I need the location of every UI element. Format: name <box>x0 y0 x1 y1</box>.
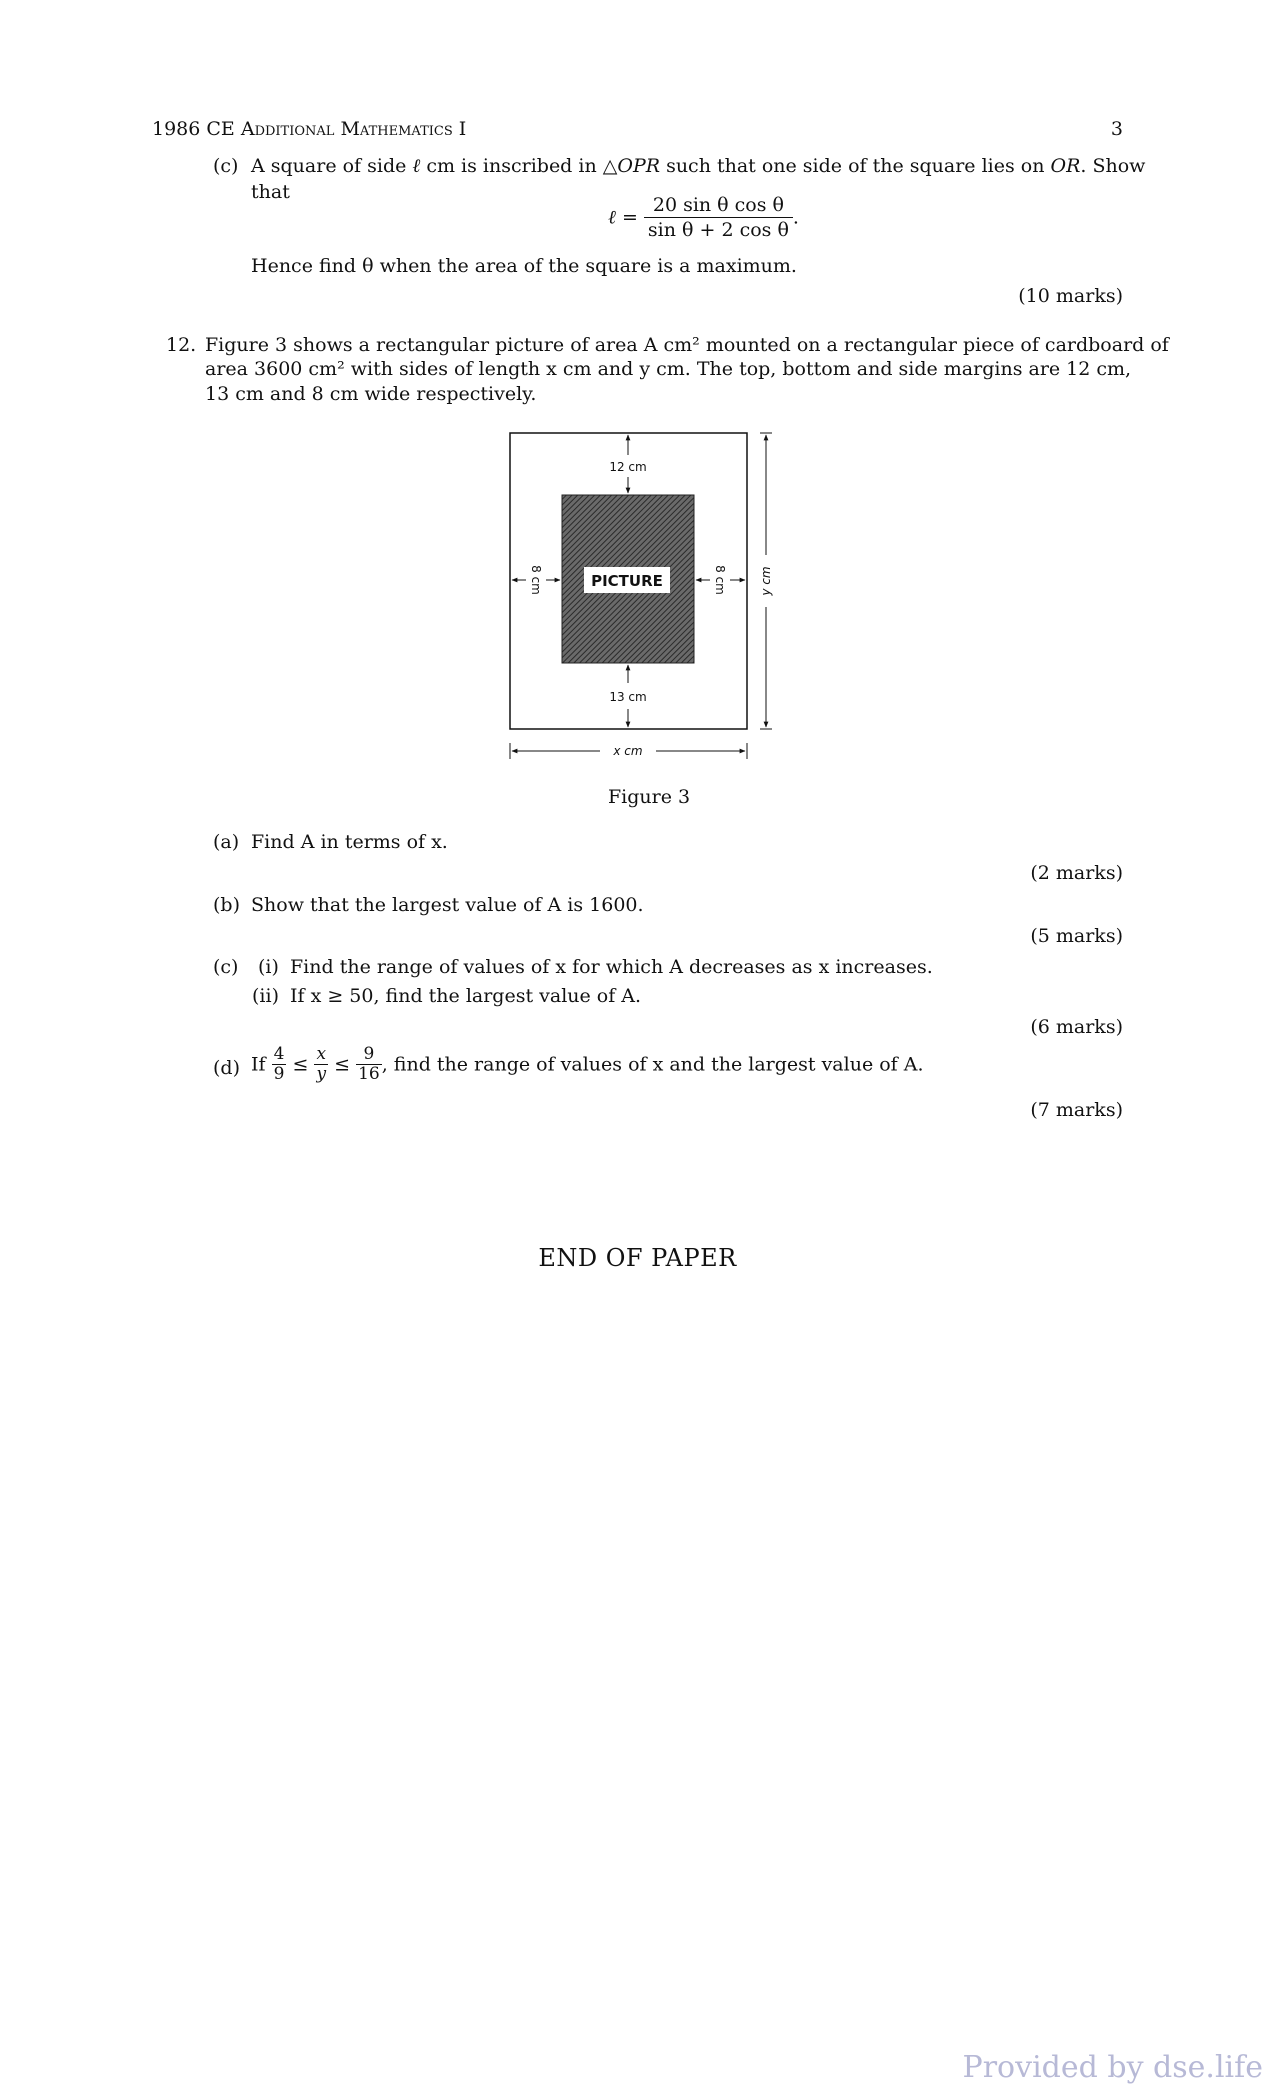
q12c-label: (c) <box>213 956 239 978</box>
q12d-label: (d) <box>213 1057 240 1079</box>
q11c-that: that <box>251 181 290 203</box>
top-margin-label: 12 cm <box>609 460 647 474</box>
q12b-label: (b) <box>213 894 240 916</box>
q12c-i-label: (i) <box>258 956 279 978</box>
q12d-marks: (7 marks) <box>1030 1099 1123 1121</box>
q12-line1: Figure 3 shows a rectangular picture of area A cm² mounted on a rectangular piece of cardboard of <box>205 334 1169 356</box>
q11c-hence: Hence find θ when the area of the square is a maximum. <box>251 255 797 277</box>
q12a-label: (a) <box>213 831 240 853</box>
q12a-marks: (2 marks) <box>1030 862 1123 884</box>
q11c-label: (c) <box>213 155 239 177</box>
q12c-ii-label: (ii) <box>252 985 279 1007</box>
q11c-formula: ℓ = $\frac{\text{20 sin θ cos θ}}{\text{sin θ + 2 cos θ}}$ . <box>608 194 799 241</box>
figure-3-diagram <box>500 425 790 770</box>
height-label: y cm <box>759 566 773 596</box>
q12-line3: 13 cm and 8 cm wide respectively. <box>205 383 537 405</box>
q11c-statement: A square of side ℓ cm is inscribed in △OPR such that one side of the square lies on OR. Show <box>251 155 1146 177</box>
right-margin-label: 8 cm <box>713 565 727 595</box>
q12-line2: area 3600 cm² with sides of length x cm and y cm. The top, bottom and side margins are 12 cm, <box>205 358 1132 380</box>
page-number: 3 <box>1110 118 1123 140</box>
q11c-marks: (10 marks) <box>1018 285 1123 307</box>
q12c-ii-text: If x ≥ 50, find the largest value of A. <box>290 985 642 1007</box>
picture-label: PICTURE <box>591 572 663 590</box>
q12-number: 12. <box>166 334 197 356</box>
figure-caption: Figure 3 <box>608 786 691 808</box>
page-header <box>152 116 1123 142</box>
q12b-text: Show that the largest value of A is 1600. <box>251 894 644 916</box>
watermark-text: Provided by dse.life <box>962 2050 1263 2085</box>
q12a-text: Find A in terms of x. <box>251 831 448 853</box>
bottom-margin-label: 13 cm <box>609 690 647 704</box>
q12c-marks: (6 marks) <box>1030 1016 1123 1038</box>
width-label: x cm <box>613 744 643 758</box>
q12b-marks: (5 marks) <box>1030 925 1123 947</box>
end-of-paper: END OF PAPER <box>538 1244 737 1272</box>
q12d-text: If $\frac{4}{9}$ ≤ $\frac{x}{y}$ ≤ $\frac{9}{16}$ , find the range of values of x and the largest value of A. <box>251 1044 924 1084</box>
left-margin-label: 8 cm <box>529 565 543 595</box>
q12c-i-text: Find the range of values of x for which A decreases as x increases. <box>290 956 933 978</box>
paper-title: 1986 CE Additional Mathematics I <box>152 118 467 140</box>
